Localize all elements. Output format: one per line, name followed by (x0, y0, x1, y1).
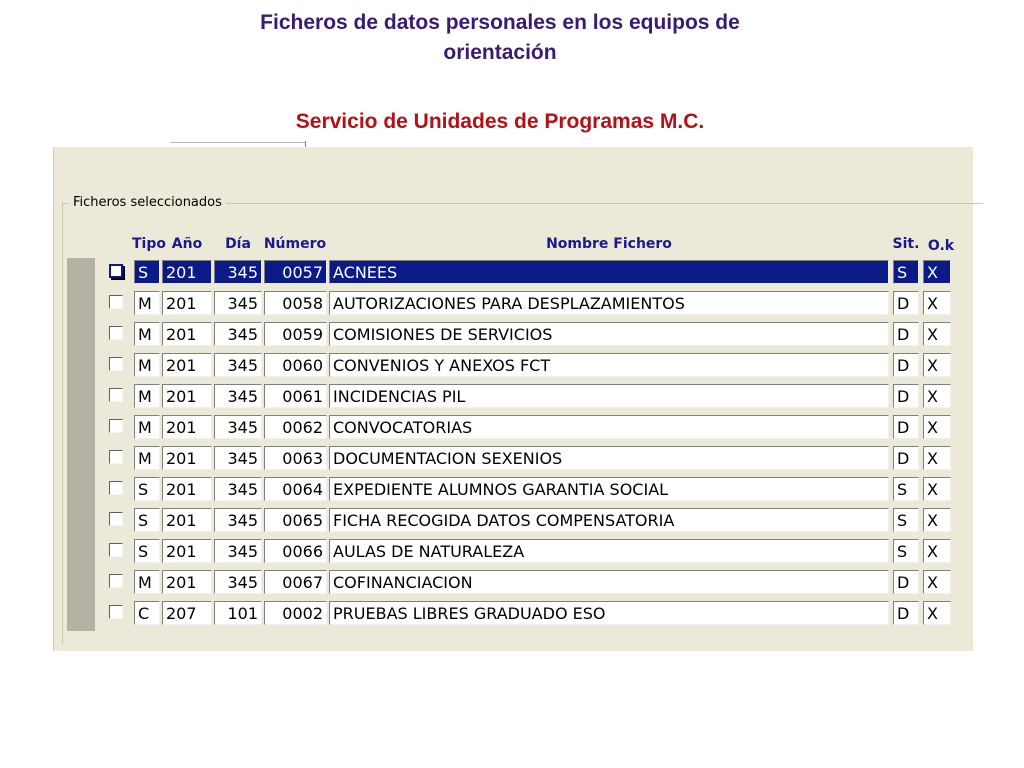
table-row[interactable] (0, 537, 1024, 565)
tipo-cell[interactable]: M (134, 446, 160, 470)
sit-cell[interactable]: D (893, 446, 919, 470)
numero-cell[interactable]: 0057 (264, 260, 327, 284)
ok-cell[interactable]: X (923, 291, 951, 315)
sit-cell[interactable]: D (893, 384, 919, 408)
sit-cell[interactable]: S (893, 539, 919, 563)
numero-cell[interactable]: 0063 (264, 446, 327, 470)
nombre-fichero-cell[interactable]: COMISIONES DE SERVICIOS (329, 322, 889, 346)
dia-cell[interactable]: 345 (214, 539, 262, 563)
sit-cell[interactable]: D (893, 353, 919, 377)
nombre-fichero-cell[interactable]: ACNEES (329, 260, 889, 284)
table-row[interactable] (0, 444, 1024, 472)
row-checkbox[interactable] (109, 326, 123, 340)
nombre-fichero-cell[interactable]: COFINANCIACION (329, 570, 889, 594)
sit-cell[interactable]: S (893, 260, 919, 284)
ano-cell[interactable]: 201 (162, 539, 212, 563)
column-header-ok[interactable]: O.k (927, 238, 955, 254)
row-checkbox[interactable] (109, 295, 123, 309)
dia-cell[interactable]: 345 (214, 322, 262, 346)
sit-cell[interactable]: D (893, 570, 919, 594)
row-checkbox[interactable] (109, 574, 123, 588)
page-subtitle: Servicio de Unidades de Programas M.C. (295, 110, 705, 133)
table-row[interactable] (0, 413, 1024, 441)
dia-cell[interactable]: 345 (214, 260, 262, 284)
ok-cell[interactable]: X (923, 415, 951, 439)
tipo-cell[interactable]: S (134, 260, 160, 284)
nombre-fichero-cell[interactable]: EXPEDIENTE ALUMNOS GARANTIA SOCIAL (329, 477, 889, 501)
table-row[interactable] (0, 506, 1024, 534)
sit-cell[interactable]: D (893, 415, 919, 439)
column-header-sit[interactable]: Sit. (892, 236, 920, 252)
numero-cell[interactable]: 0062 (264, 415, 327, 439)
tipo-cell[interactable]: M (134, 291, 160, 315)
row-checkbox[interactable] (109, 419, 123, 433)
dia-cell[interactable]: 345 (214, 508, 262, 532)
dia-cell[interactable]: 345 (214, 291, 262, 315)
nombre-fichero-cell[interactable]: FICHA RECOGIDA DATOS COMPENSATORIA (329, 508, 889, 532)
numero-cell[interactable]: 0059 (264, 322, 327, 346)
dia-cell[interactable]: 345 (214, 415, 262, 439)
numero-cell[interactable]: 0060 (264, 353, 327, 377)
ano-cell[interactable]: 201 (162, 291, 212, 315)
table-row[interactable] (0, 320, 1024, 348)
dia-cell[interactable]: 345 (214, 477, 262, 501)
table-row[interactable] (0, 568, 1024, 596)
ok-cell[interactable]: X (923, 353, 951, 377)
column-header-tipo[interactable]: Tipo (132, 236, 166, 252)
tipo-cell[interactable]: S (134, 508, 160, 532)
numero-cell[interactable]: 0058 (264, 291, 327, 315)
numero-cell[interactable]: 0061 (264, 384, 327, 408)
nombre-fichero-cell[interactable]: CONVENIOS Y ANEXOS FCT (329, 353, 889, 377)
table-row[interactable] (0, 258, 1024, 286)
row-checkbox[interactable] (109, 543, 123, 557)
column-header-ano[interactable]: Año (171, 236, 203, 252)
sit-cell[interactable]: D (893, 601, 919, 625)
ok-cell[interactable]: X (923, 477, 951, 501)
ano-cell[interactable]: 201 (162, 570, 212, 594)
table-row[interactable] (0, 475, 1024, 503)
tipo-cell[interactable]: S (134, 477, 160, 501)
sit-cell[interactable]: S (893, 477, 919, 501)
ano-cell[interactable]: 201 (162, 508, 212, 532)
dia-cell[interactable]: 345 (214, 446, 262, 470)
column-header-numero[interactable]: Número (263, 236, 327, 252)
ano-cell[interactable]: 201 (162, 260, 212, 284)
dia-cell[interactable]: 345 (214, 570, 262, 594)
row-checkbox[interactable] (109, 450, 123, 464)
ok-cell[interactable]: X (923, 539, 951, 563)
row-checkbox[interactable] (109, 357, 123, 371)
nombre-fichero-cell[interactable]: PRUEBAS LIBRES GRADUADO ESO (329, 601, 889, 625)
ano-cell[interactable]: 201 (162, 415, 212, 439)
ok-cell[interactable]: X (923, 508, 951, 532)
row-checkbox[interactable] (109, 264, 123, 278)
row-checkbox[interactable] (109, 512, 123, 526)
numero-cell[interactable]: 0067 (264, 570, 327, 594)
column-header-dia[interactable]: Día (225, 236, 251, 252)
table-row[interactable] (0, 351, 1024, 379)
nombre-fichero-cell[interactable]: DOCUMENTACION SEXENIOS (329, 446, 889, 470)
dia-cell[interactable]: 101 (214, 601, 262, 625)
sit-cell[interactable]: D (893, 291, 919, 315)
nombre-fichero-cell[interactable]: AULAS DE NATURALEZA (329, 539, 889, 563)
tipo-cell[interactable]: C (134, 601, 160, 625)
page-title: Ficheros de datos personales en los equipos de orientación (260, 11, 740, 64)
ano-cell[interactable]: 201 (162, 477, 212, 501)
ano-cell[interactable]: 201 (162, 446, 212, 470)
numero-cell[interactable]: 0002 (264, 601, 327, 625)
ano-cell[interactable]: 201 (162, 384, 212, 408)
numero-cell[interactable]: 0066 (264, 539, 327, 563)
nombre-fichero-cell[interactable]: AUTORIZACIONES PARA DESPLAZAMIENTOS (329, 291, 889, 315)
column-header-nombre-fichero[interactable]: Nombre Fichero (546, 236, 672, 252)
groupbox-label: Ficheros seleccionados (69, 195, 226, 210)
ano-cell[interactable]: 207 (162, 601, 212, 625)
nombre-fichero-cell[interactable]: CONVOCATORIAS (329, 415, 889, 439)
ano-cell[interactable]: 201 (162, 353, 212, 377)
tipo-cell[interactable]: M (134, 415, 160, 439)
tipo-cell[interactable]: M (134, 384, 160, 408)
numero-cell[interactable]: 0065 (264, 508, 327, 532)
dia-cell[interactable]: 345 (214, 384, 262, 408)
ano-cell[interactable]: 201 (162, 322, 212, 346)
tipo-cell[interactable]: M (134, 322, 160, 346)
row-checkbox[interactable] (109, 388, 123, 402)
sit-cell[interactable]: S (893, 508, 919, 532)
nombre-fichero-cell[interactable]: INCIDENCIAS PIL (329, 384, 889, 408)
table-row[interactable] (0, 289, 1024, 317)
ok-cell[interactable]: X (923, 322, 951, 346)
ok-cell[interactable]: X (923, 446, 951, 470)
table-row[interactable] (0, 382, 1024, 410)
tipo-cell[interactable]: M (134, 353, 160, 377)
sit-cell[interactable]: D (893, 322, 919, 346)
dia-cell[interactable]: 345 (214, 353, 262, 377)
ok-cell[interactable]: X (923, 601, 951, 625)
row-checkbox[interactable] (109, 481, 123, 495)
row-checkbox[interactable] (109, 605, 123, 619)
ok-cell[interactable]: X (923, 260, 951, 284)
table-row[interactable] (0, 599, 1024, 627)
ok-cell[interactable]: X (923, 570, 951, 594)
ok-cell[interactable]: X (923, 384, 951, 408)
numero-cell[interactable]: 0064 (264, 477, 327, 501)
tipo-cell[interactable]: S (134, 539, 160, 563)
tipo-cell[interactable]: M (134, 570, 160, 594)
